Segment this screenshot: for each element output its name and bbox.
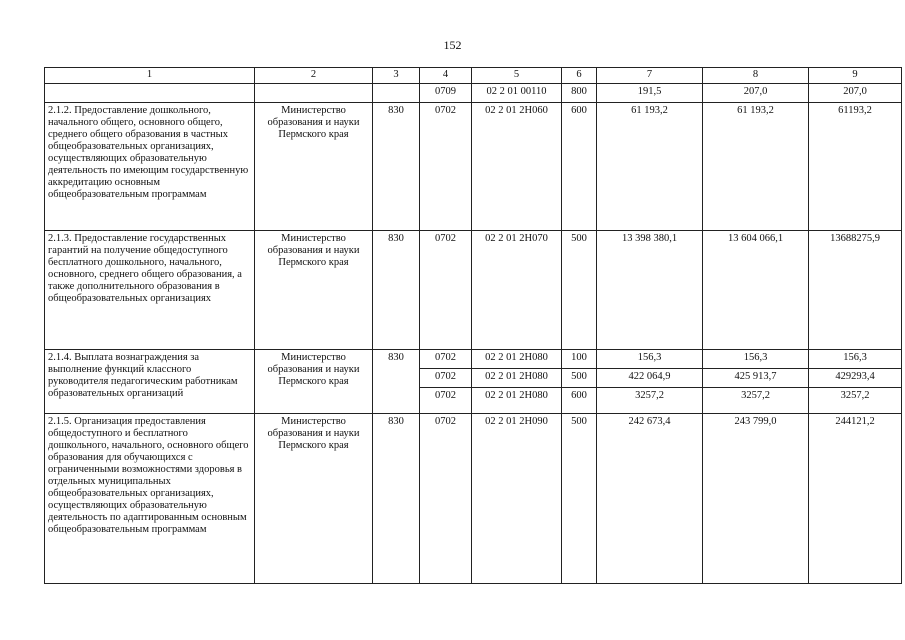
row-value-1: 13 398 380,1 bbox=[597, 231, 703, 350]
row-type: 600 bbox=[562, 103, 597, 231]
row-code bbox=[373, 84, 420, 103]
header-cell: 3 bbox=[373, 68, 420, 84]
table-row bbox=[45, 414, 902, 584]
header-cell: 9 bbox=[809, 68, 902, 84]
table-row bbox=[45, 84, 902, 103]
row-type: 800 bbox=[562, 84, 597, 103]
row-ministry: Министерство образования и науки Пермского края bbox=[255, 350, 373, 414]
header-cell: 8 bbox=[703, 68, 809, 84]
row-target: 02 2 01 2Н060 bbox=[472, 103, 562, 231]
row-code: 830 bbox=[373, 231, 420, 350]
row-target: 02 2 01 2Н080 bbox=[472, 350, 562, 369]
row-value-3: 244121,2 bbox=[809, 414, 902, 584]
row-section: 0702 bbox=[420, 103, 472, 231]
row-target: 02 2 01 2Н080 bbox=[472, 388, 562, 414]
row-section: 0702 bbox=[420, 369, 472, 388]
row-target: 02 2 01 2Н090 bbox=[472, 414, 562, 584]
row-target: 02 2 01 00110 bbox=[472, 84, 562, 103]
row-value-2: 13 604 066,1 bbox=[703, 231, 809, 350]
row-ministry: Министерство образования и науки Пермского края bbox=[255, 414, 373, 584]
row-ministry: Министерство образования и науки Пермского края bbox=[255, 231, 373, 350]
row-value-2: 156,3 bbox=[703, 350, 809, 369]
table-row bbox=[45, 350, 902, 369]
row-value-1: 156,3 bbox=[597, 350, 703, 369]
row-description bbox=[45, 84, 255, 103]
row-value-2: 425 913,7 bbox=[703, 369, 809, 388]
row-value-2: 207,0 bbox=[703, 84, 809, 103]
row-value-3: 3257,2 bbox=[809, 388, 902, 414]
row-description: 2.1.2. Предоставление дошкольного, начального общего, основного общего, среднего общего образования в частных общеобразовательных организациях, осуществляющих образовательную деятельность по имеющим государственную аккредитацию основным общеобразовательным программам bbox=[45, 103, 255, 231]
header-cell: 2 bbox=[255, 68, 373, 84]
header-cell: 7 bbox=[597, 68, 703, 84]
row-description: 2.1.3. Предоставление государственных гарантий на получение общедоступного бесплатного дошкольного, начального, основного, среднего общего образования, а также дополнительного образования в общеобразовательных организациях bbox=[45, 231, 255, 350]
header-cell: 1 bbox=[45, 68, 255, 84]
row-value-3: 207,0 bbox=[809, 84, 902, 103]
row-value-2: 3257,2 bbox=[703, 388, 809, 414]
row-value-3: 156,3 bbox=[809, 350, 902, 369]
header-cell: 5 bbox=[472, 68, 562, 84]
table-row bbox=[45, 103, 902, 231]
row-type: 500 bbox=[562, 414, 597, 584]
header-cell: 6 bbox=[562, 68, 597, 84]
budget-table bbox=[44, 67, 902, 584]
row-code: 830 bbox=[373, 103, 420, 231]
row-section: 0702 bbox=[420, 414, 472, 584]
row-type: 100 bbox=[562, 350, 597, 369]
row-value-1: 61 193,2 bbox=[597, 103, 703, 231]
row-value-1: 422 064,9 bbox=[597, 369, 703, 388]
row-description: 2.1.4. Выплата вознаграждения за выполнение функций классного руководителя педагогическим работникам образовательных организаций bbox=[45, 350, 255, 414]
row-type: 600 bbox=[562, 388, 597, 414]
row-type: 500 bbox=[562, 231, 597, 350]
row-value-2: 243 799,0 bbox=[703, 414, 809, 584]
page-number: 152 bbox=[443, 38, 462, 52]
row-target: 02 2 01 2Н080 bbox=[472, 369, 562, 388]
row-code: 830 bbox=[373, 350, 420, 414]
row-section: 0702 bbox=[420, 388, 472, 414]
table-row bbox=[45, 231, 902, 350]
row-section: 0709 bbox=[420, 84, 472, 103]
row-ministry bbox=[255, 84, 373, 103]
row-value-3: 13688275,9 bbox=[809, 231, 902, 350]
row-ministry: Министерство образования и науки Пермского края bbox=[255, 103, 373, 231]
row-value-3: 429293,4 bbox=[809, 369, 902, 388]
row-value-2: 61 193,2 bbox=[703, 103, 809, 231]
row-code: 830 bbox=[373, 414, 420, 584]
row-section: 0702 bbox=[420, 231, 472, 350]
row-section: 0702 bbox=[420, 350, 472, 369]
header-cell: 4 bbox=[420, 68, 472, 84]
row-value-3: 61193,2 bbox=[809, 103, 902, 231]
row-value-1: 3257,2 bbox=[597, 388, 703, 414]
row-target: 02 2 01 2Н070 bbox=[472, 231, 562, 350]
row-value-1: 242 673,4 bbox=[597, 414, 703, 584]
header-row bbox=[45, 68, 902, 84]
row-type: 500 bbox=[562, 369, 597, 388]
row-description: 2.1.5. Организация предоставления общедоступного и бесплатного дошкольного, начального, основного общего образования для обучающихся с ограниченными возможностями здоровья в отдельных муниципальных общеобразовательных организациях, осуществляющих образовательную деятельность по адаптированным основным общеобразовательным программам bbox=[45, 414, 255, 584]
row-value-1: 191,5 bbox=[597, 84, 703, 103]
